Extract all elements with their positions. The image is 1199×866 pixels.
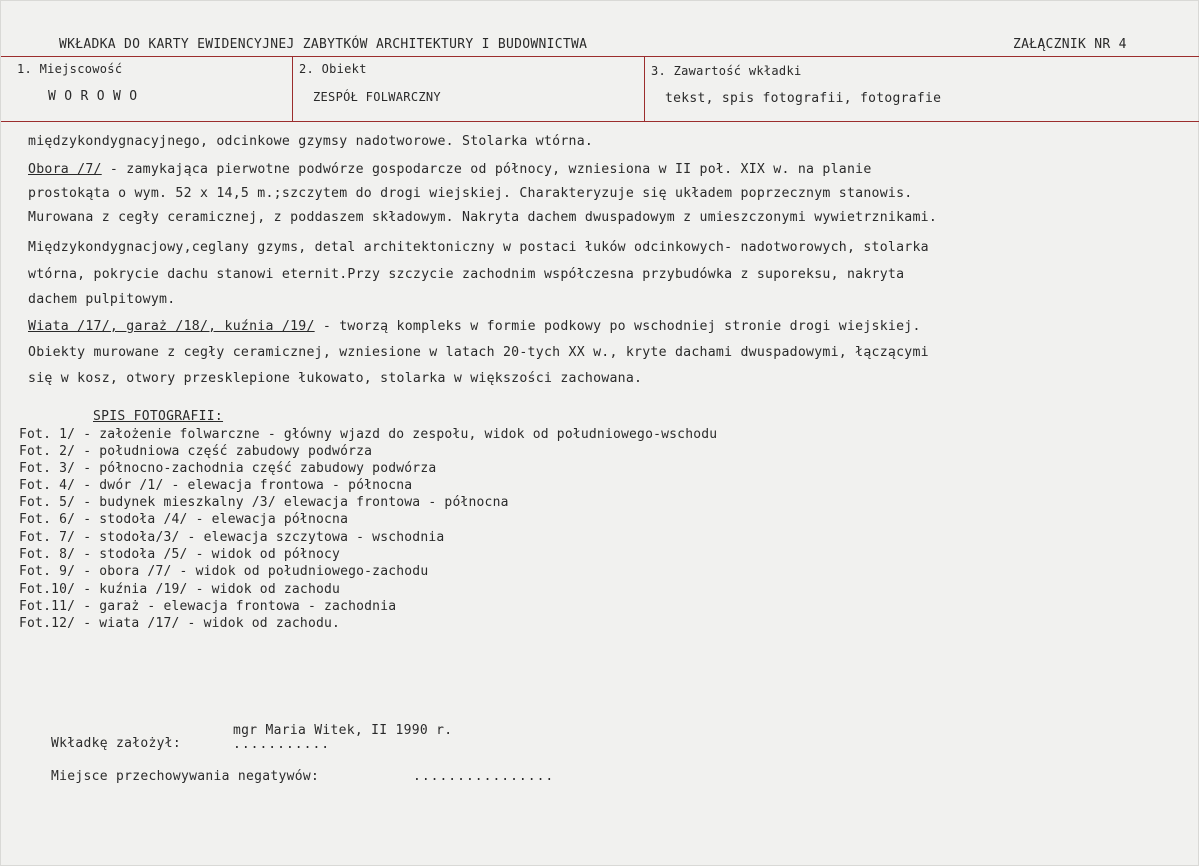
field-divider-2: [644, 56, 645, 122]
photos-heading: SPIS FOTOGRAFII:: [93, 409, 224, 424]
field-divider-1: [292, 56, 293, 122]
photo-item-5: Fot. 5/ - budynek mieszkalny /3/ elewacja frontowa - północna: [19, 495, 509, 510]
field-2-value: ZESPÓŁ FOLWARCZNY: [313, 90, 441, 104]
storage-label: Miejsce przechowywania negatywów:: [51, 769, 320, 784]
text-line-7: dachem pulpitowym.: [28, 292, 176, 307]
field-3-value: tekst, spis fotografii, fotografie: [665, 91, 942, 106]
storage-dots: ................: [413, 769, 555, 784]
photo-item-10: Fot.10/ - kuźnia /19/ - widok od zachodu: [19, 582, 341, 597]
header-rule: [1, 56, 1199, 57]
fields-rule: [1, 121, 1199, 122]
photo-item-3: Fot. 3/ - północno-zachodnia część zabudowy podwórza: [19, 461, 437, 476]
photo-item-4: Fot. 4/ - dwór /1/ - elewacja frontowa - północna: [19, 478, 413, 493]
photo-item-6: Fot. 6/ - stodoła /4/ - elewacja północna: [19, 512, 349, 527]
field-1-label: 1. Miejscowość: [17, 62, 123, 76]
photo-item-8: Fot. 8/ - stodoła /5/ - widok od północy: [19, 547, 341, 562]
text-line-10: się w kosz, otwory przesklepione łukowato, stolarka w większości zachowana.: [28, 371, 643, 386]
attachment-number: ZAŁĄCZNIK NR 4: [1013, 37, 1127, 52]
wiata-heading: Wiata /17/, garaż /18/, kuźnia /19/: [28, 319, 315, 334]
photo-item-11: Fot.11/ - garaż - elewacja frontowa - zachodnia: [19, 599, 397, 614]
photo-item-9: Fot. 9/ - obora /7/ - widok od południowego-zachodu: [19, 564, 429, 579]
photo-item-12: Fot.12/ - wiata /17/ - widok od zachodu.: [19, 616, 341, 631]
text-line-8: [28, 319, 921, 334]
field-2-label: 2. Obiekt: [299, 62, 367, 76]
text-line-5: Międzykondygnacjowy,ceglany gzyms, detal architektoniczny w postaci łuków odcinkowych- nadotworowych, stolarka: [28, 240, 929, 255]
text-line-4: Murowana z cegły ceramicznej, z poddaszem składowym. Nakryta dachem dwuspadowym z umieszczonymi wywietrznikami.: [28, 210, 938, 225]
author-dots: ...........: [233, 737, 331, 752]
text-line-3: prostokąta o wym. 52 x 14,5 m.;szczytem do drogi wiejskiej. Charakteryzuje się układem poprzecznym stanowis.: [28, 186, 913, 201]
text-line-9: Obiekty murowane z cegły ceramicznej, wzniesione w latach 20-tych XX w., kryte dachami dwuspadowymi, łączącymi: [28, 345, 929, 360]
obora-heading: Obora /7/: [28, 162, 102, 177]
text-line-1: międzykondygnacyjnego, odcinkowe gzymsy nadotworowe. Stolarka wtórna.: [28, 134, 594, 149]
author-value: mgr Maria Witek, II 1990 r.: [233, 723, 453, 738]
photo-item-1: Fot. 1/ - założenie folwarczne - główny wjazd do zespołu, widok od południowego-wschodu: [19, 427, 718, 442]
author-label: Wkładkę założył:: [51, 736, 182, 751]
field-3-label: 3. Zawartość wkładki: [651, 64, 802, 78]
header-title: WKŁADKA DO KARTY EWIDENCYJNEJ ZABYTKÓW ARCHITEKTURY I BUDOWNICTWA: [59, 37, 588, 52]
text-line-6: wtórna, pokrycie dachu stanowi eternit.Przy szczycie zachodnim współczesna przybudówka z suporeksu, nakryta: [28, 267, 905, 282]
photo-item-7: Fot. 7/ - stodoła/3/ - elewacja szczytowa - wschodnia: [19, 530, 445, 545]
photo-item-2: Fot. 2/ - południowa część zabudowy podwórza: [19, 444, 373, 459]
obora-text: - zamykająca pierwotne podwórze gospodarcze od północy, wzniesiona w II poł. XIX w. na planie: [101, 162, 872, 177]
field-1-value: W O R O W O: [48, 89, 138, 104]
text-line-2: [28, 162, 872, 177]
wiata-text: - tworzą kompleks w formie podkowy po wschodniej stronie drogi wiejskiej.: [314, 319, 921, 334]
